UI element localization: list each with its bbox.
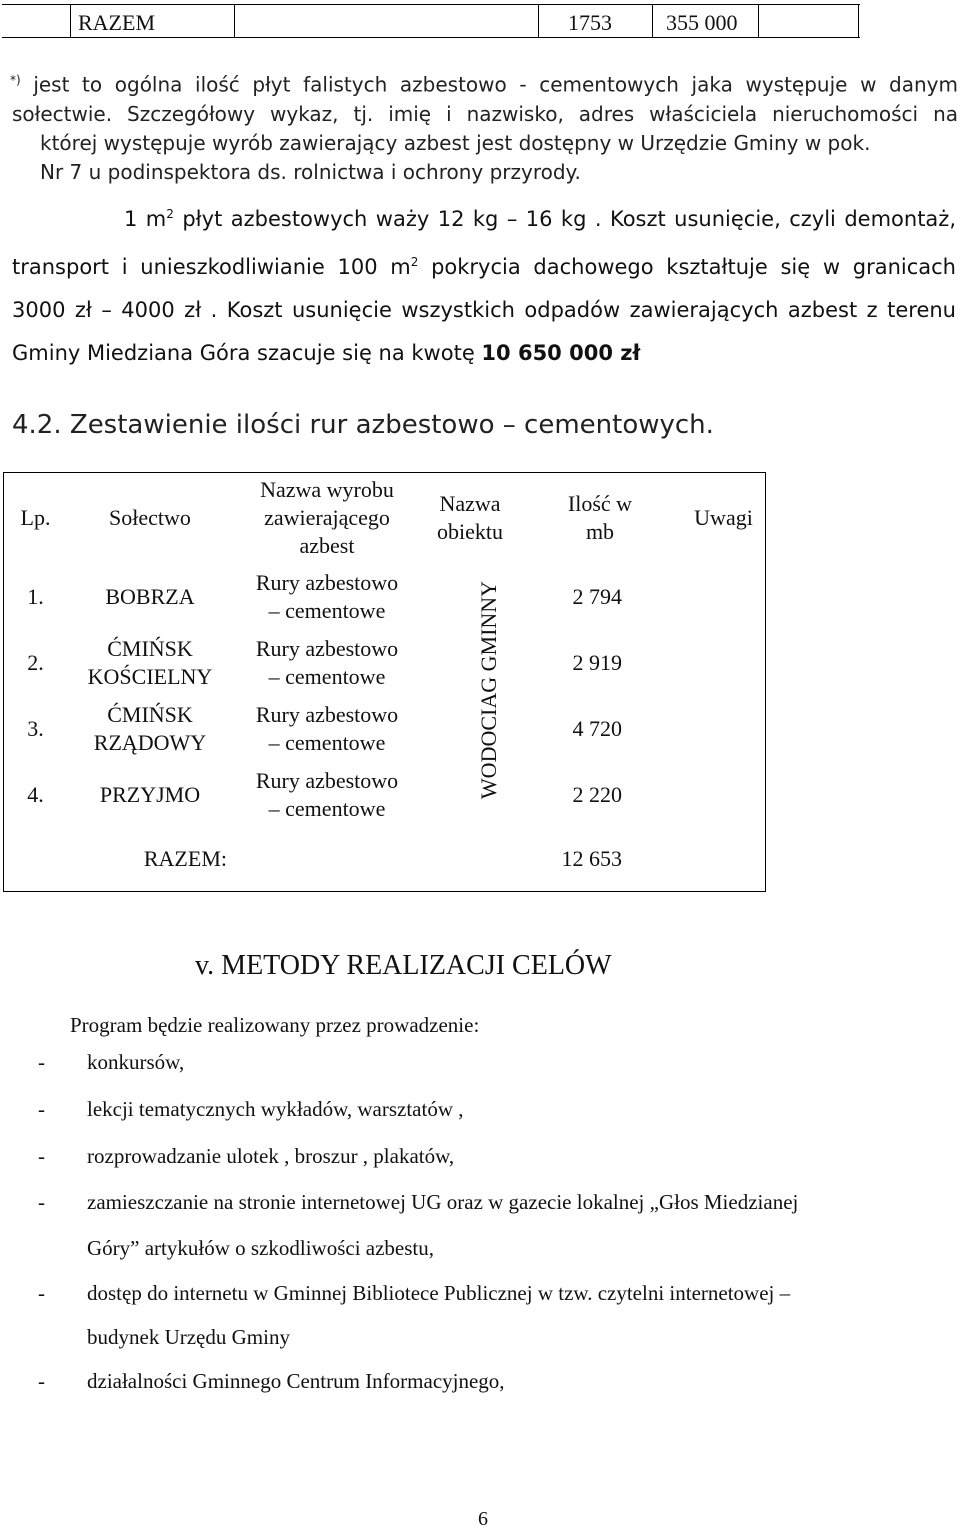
total-label: RAZEM:	[143, 846, 227, 871]
header-lp: Lp.	[20, 505, 51, 530]
table-header-row	[3, 472, 765, 564]
cost-text: 3000 zł – 4000 zł . Koszt usunięcie wszystkich odpadów zawierających azbest z terenu	[12, 298, 956, 322]
header-wyrob: Nazwa wyrobu zawierającego azbest	[260, 477, 394, 558]
footnote	[10, 66, 958, 187]
cost-text: pokrycia dachowego kształtuje się w granicach	[418, 255, 956, 279]
row-wyrob: Rury azbestowo – cementowe	[255, 768, 399, 821]
row-ilosc: 4 720	[572, 716, 622, 741]
row-ilosc: 2 220	[572, 782, 622, 807]
header-solectwo: Sołectwo	[109, 505, 191, 530]
superscript: 2	[410, 255, 419, 269]
table-total-row	[3, 828, 765, 890]
footnote-marker: *)	[10, 73, 21, 87]
program-intro: Program będzie realizowany przez prowadzenie:	[70, 1013, 480, 1037]
row-wyrob: Rury azbestowo – cementowe	[255, 702, 399, 755]
cost-text: transport i unieszkodliwianie 100 m	[12, 255, 411, 279]
table-row	[3, 762, 765, 828]
total-cost: 10 650 000 zł	[481, 341, 641, 365]
table-divider	[538, 5, 539, 37]
cost-text: 1 m	[124, 207, 167, 231]
obiekt-cell	[422, 564, 518, 828]
table-divider	[758, 5, 759, 37]
table-divider	[858, 5, 859, 37]
obiekt-vertical-label: WODOCIAG GMINNY	[476, 580, 501, 800]
total-value: 12 653	[561, 846, 622, 871]
row-solectwo: PRZYJMO	[99, 782, 201, 807]
summary-table-row	[2, 4, 860, 38]
summary-value: 355 000	[666, 10, 738, 35]
table-divider	[234, 5, 235, 37]
row-lp: 4.	[27, 782, 44, 807]
section-heading-4-2: 4.2. Zestawienie ilości rur azbestowo – cementowych.	[12, 410, 714, 440]
cost-text: Gminy Miedziana Góra szacuje się na kwotę	[12, 341, 482, 365]
row-solectwo: ĆMIŃSK KOŚCIELNY	[87, 636, 213, 689]
row-solectwo: BOBRZA	[105, 584, 195, 609]
header-ilosc: Ilość w mb	[567, 491, 633, 544]
row-wyrob: Rury azbestowo – cementowe	[255, 570, 399, 623]
footnote-line: Nr 7 u podinspektora ds. rolnictwa i ochrony przyrody.	[40, 159, 581, 184]
table-row	[3, 564, 765, 630]
row-ilosc: 2 794	[572, 584, 622, 609]
row-lp: 2.	[27, 650, 44, 675]
superscript: 2	[166, 207, 174, 221]
row-ilosc: 2 919	[572, 650, 622, 675]
table-row	[3, 696, 765, 762]
summary-label: RAZEM	[78, 10, 155, 35]
header-uwagi: Uwagi	[694, 505, 753, 530]
row-wyrob: Rury azbestowo – cementowe	[255, 636, 399, 689]
cost-text: płyt azbestowych waży 12 kg – 16 kg . Koszt usunięcie, czyli demontaż,	[173, 207, 956, 231]
table-divider	[70, 5, 71, 37]
row-lp: 1.	[27, 584, 44, 609]
table-divider	[652, 5, 653, 37]
row-lp: 3.	[27, 716, 44, 741]
footnote-line: której występuje wyrób zawierający azbest jest dostępny w Urzędzie Gminy w pok.	[40, 130, 871, 155]
row-solectwo: ĆMIŃSK RZĄDOWY	[93, 702, 207, 755]
page-number: 6	[478, 1508, 488, 1530]
summary-count: 1753	[568, 10, 612, 35]
footnote-line: jest to ogólna ilość płyt falistych azbestowo - cementowych jaka występuje w danym	[33, 72, 958, 97]
header-obiekt: Nazwa obiektu	[437, 491, 503, 544]
section-heading-v: v. METODY REALIZACJI CELÓW	[195, 950, 612, 981]
table-row	[3, 630, 765, 696]
footnote-line: sołectwie. Szczegółowy wykaz, tj. imię i nazwisko, adres właściciela nieruchomości na	[12, 101, 958, 126]
pipes-table	[3, 472, 765, 890]
